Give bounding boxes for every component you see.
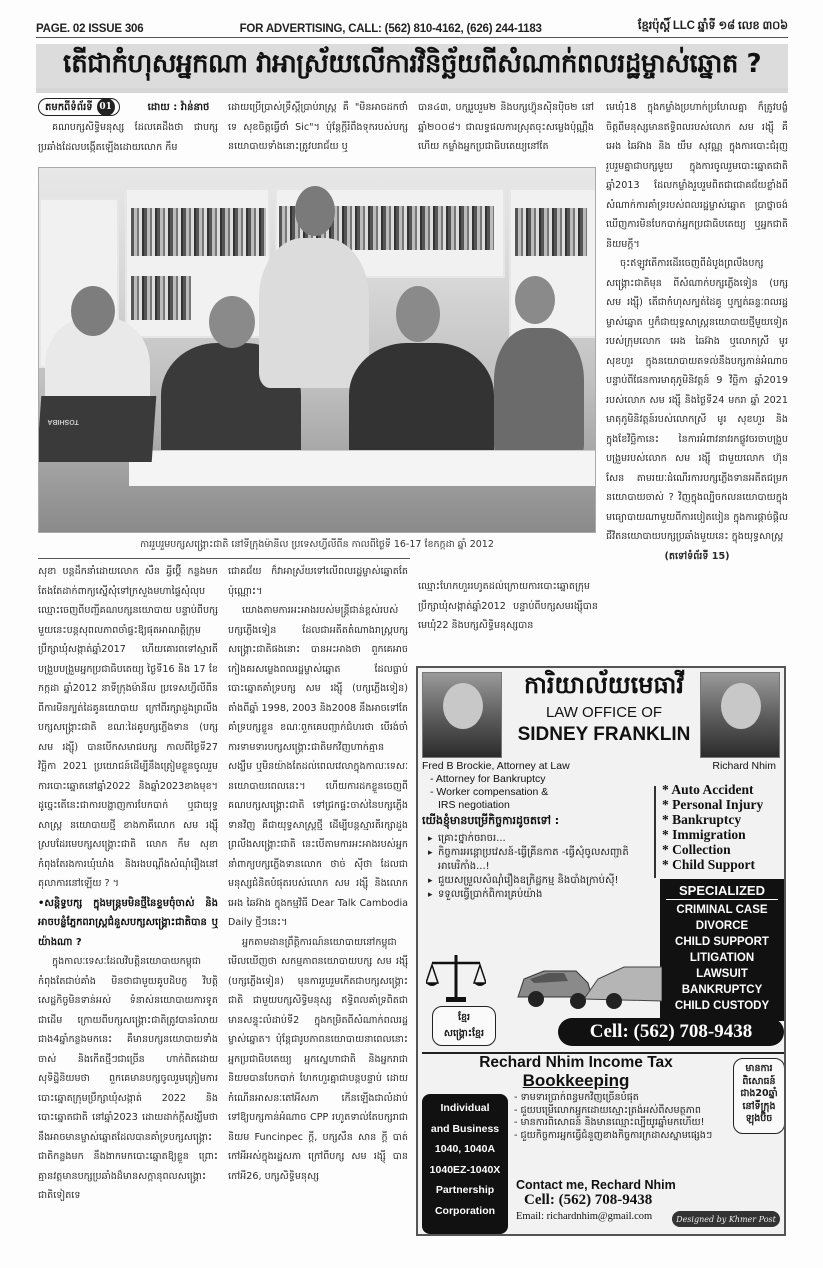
subheading: •សន្តិទ្ធបក្ស ក្នុងមន្ត្រមមិនថ្មីនៃខ្ទមចុំចាស់ និងអាចបន្លំភ្នែកពរាស្ត្រជំនួសបក្សសង្គ្រោះជាតិបាន ឬយ៉ាងណា ? bbox=[38, 897, 218, 948]
person-3 bbox=[259, 238, 369, 388]
law-office-ad bbox=[416, 666, 786, 1236]
face bbox=[443, 683, 483, 729]
practice-area: * Child Support bbox=[662, 857, 756, 872]
tax-subtitle: Bookkeeping bbox=[522, 1071, 630, 1090]
attorney-service: - Worker compensation & bbox=[430, 786, 549, 798]
continued-from-number: 01 bbox=[97, 98, 115, 116]
badge-line: ពិសោធន៍ bbox=[742, 1075, 776, 1087]
attorney-name: Fred B Brockie, Attorney at Law bbox=[422, 760, 570, 772]
partner-name: Richard Nhim bbox=[712, 760, 776, 772]
continued-from-badge bbox=[38, 98, 120, 116]
news-photo bbox=[38, 167, 596, 533]
attorney-service: IRS negotiation bbox=[438, 799, 510, 811]
specialized-title: SPECIALIZED bbox=[666, 883, 778, 900]
tax-benefit: - មានការពិសោធន៍ និងមានឈ្មោះល្បីយូរឆ្នាំមកហើយ! bbox=[514, 1117, 705, 1128]
specialized-item: CHILD CUSTODY bbox=[674, 1000, 770, 1012]
practice-area: * Personal Injury bbox=[662, 797, 764, 812]
specialized-item: LITIGATION bbox=[689, 952, 755, 964]
person-head bbox=[515, 276, 555, 324]
paragraph: ដោយប្រើប្រាស់ទ្រឹស្តីប្រាប់រាស្ត្រ គឺ "មិនអាចដកថាំទេ សុខចិត្តធ្វើថាំ Sic"។ ប៉ុន្តែក្តីរំពឹងទុករបស់បក្សនយោបាយទាំងនោះត្រូវបរាជ័យ ឬ bbox=[228, 102, 408, 152]
paragraph: ក្នុងកាលៈទេសៈដែលវិបត្តិនយោបាយកម្ពុជាកំពុងតែជាប់គាំង មិនថាជាមួយគូបដិបក្ខ វិបត្តិសេដ្ឋកិច្ចមិនទាន់អស់ ទំនាស់នយោបាយការទូតជាដើម ក្រោយពីបក្សសង្គ្រោះជាតិត្រូវបានរំលាយជាង4ឆ្នាំកន្លងមកនេះ គឺមានបក្សនយោបាយទាំងចាស់ និងកើតថ្មីៗជាច្រើន ហាក់ពិតដោយសុទិដ្ឋិនិយមថា ពួកគេមានបក្សចូលរួមត្រៀមការ បោះឆ្នោតក្រុមប្រឹក្សាឃុំសង្កាត់ 2022 និងបោះឆ្នោតជាតិ នៅឆ្នាំ2023 ដោយដាក់ក្តីសង្ឃឹមថា នឹងអាចមានម្ចាស់ឆ្នោតដែលបានគាំទ្របក្សសង្គ្រោះជាតិកន្លងមក នឹងងាកមកបោះឆ្នោតឱ្យខ្លួន ព្រោះគ្មានវត្តមានបក្សប្រឆាំងដ៏មានសក្តានុពលសង្គ្រោះជាតិទៀតទេ bbox=[38, 956, 218, 1201]
paragraph: ជោគជ័យ ក៏វាអាស្រ័យទៅលើពលរដ្ឋម្ចាស់ឆ្នោតតែប៉ុណ្ណោះ។ bbox=[228, 566, 408, 597]
person-head bbox=[396, 286, 440, 342]
page-issue: PAGE. 02 ISSUE 306 bbox=[36, 23, 144, 35]
service-item: ▸ ជួយសម្រួលសំណុំរឿងឧក្រិដ្ឋកម្ម និងបាំងក្រាប់ស៊ី! bbox=[428, 874, 650, 888]
tax-benefits bbox=[514, 1092, 786, 1142]
tax-service: and Business bbox=[430, 1122, 500, 1135]
service-item: ▸ គ្រោះថ្នាក់ចរាចរ... bbox=[428, 832, 650, 846]
badge-line: ឡុងប៊ិច bbox=[745, 1113, 773, 1124]
services-list bbox=[428, 832, 650, 902]
tax-title bbox=[458, 1054, 694, 1090]
practice-area: * Immigration bbox=[662, 827, 746, 842]
scales-of-justice-icon bbox=[426, 953, 486, 1003]
service-item: ▸ ទទួលធ្វើប្រាក់ពិការគ្រប់យ៉ាង bbox=[428, 888, 650, 902]
books bbox=[515, 208, 587, 256]
advertising-contact: FOR ADVERTISING, CALL: (562) 810-4162, (626) 244-1183 bbox=[239, 23, 542, 35]
headline: តើជាកំហុសអ្នកណា វាអាស្រ័យលើការវិនិច្ឆ័យពីសំណាក់ពលរដ្ឋម្ចាស់ឆ្នោត ? bbox=[36, 44, 788, 88]
practice-area: * Auto Accident bbox=[662, 782, 754, 797]
partner-photo bbox=[700, 672, 780, 758]
caption-rule bbox=[38, 558, 410, 559]
person-head bbox=[71, 286, 115, 336]
person-head bbox=[295, 186, 335, 236]
paragraph: មេឃុំ18 ក្នុងកម្លាំងប្រហាក់ប្រហែលគ្នា ក៏ត្រូវបង្ខំចិត្តពីមនុស្សមានឥទ្ធិពលរបស់លោក សម រង្ស៊ី គឺ អេង ឆៃអ៊ាង និង យឹម សុវណ្ណ ក្នុងការបោះជំរុញរួបរួមគ្នាជាបក្សមួយ ក្នុងការចូលរួមបោះឆ្នោតជាតិឆ្នាំ2013 ដែលកម្លាំងរួបរួមពិតជាជោគជ័យខ្លាំងពីសំណាក់ការគាំទ្ររបស់ពលរដ្ឋម្ចាស់ឆ្នោត ប្រាថ្នាចង់ឃើញការមិនបែកបាក់អ្នកប្រជាធិបតេយ្យ ឬអ្នកជាតិនិយមក្តី។ bbox=[606, 102, 788, 250]
paragraph: សុខា បន្តដឹកនាំដោយលោក សឺន ឆ្វីប៊ើ្គ កន្លងមកតែងតែដាក់ពាក្យស្នើសុំទៅក្រសួងមហាផ្ទៃសុំលុបឈ្មោះចេញពីបញ្ជីគណបក្សនយោបាយ បន្ទាប់ពីបក្សមួយនេះបន្តសុពលភាពចាំផ្ទះឱ្យផុតអាណត្តិក្រុមប្រឹក្សាឃុំសង្កាត់ឆ្នាំ2017 ហើយគោរពទៅស្មារតីបង្រួបបង្រួមអ្នកប្រជាធិបតេយ្យ ថ្ងៃទី16 និង 17 ខែកក្កដា ឆ្នាំ2012 នាទីក្រុងម៉ានីល ប្រទេសហ្វីលីពីន ពីការមិនក្បត់ដៃគូនយោបាយ ក្រៅពីរក្សាដួងព្រលឹងបក្សសង្គ្រោះជាតិ ខណៈដៃគូបក្សភ្លើងទាន (បក្ស សម រង្ស៊ី) បានបើកសមាជបក្ស កាលពីថ្ងៃទី27 វិច្ឆិកា 2021 ប្រយោជន៍ដើម្បីនឹងត្រៀមខ្លួនចូលរួមការបោះឆ្នោតនៅឆ្នាំ2022 និងឆ្នាំ2023ខាងមុខ។ ដូច្នេះតើនេះជាការបង្ហាញការបែកបាក់ ឬជាយុទ្ធសាស្ត្រ នយោបាយថ្មី ខាងភាគីលោក សម រង្ស៊ី ស្របដែរមេបក្សសង្គ្រោះជាតិ លោក កឹម សុខា កំពុងតែរងការឃុំឃាំង និងរងបណ្តឹងសំណុំរឿងនៅតុលាការនៅឡើយ ? ។ bbox=[38, 566, 218, 889]
photo-caption: ការរួបរួមបក្សសង្គ្រោះជាតិ នៅទីក្រុងម៉ានីល ប្រទេសហ្វីលីពីន កាលពីថ្ងៃទី 16-17 ខែកក្កដា ឆ្នាំ 2012 bbox=[140, 539, 494, 550]
article-col-b bbox=[228, 562, 408, 1262]
specialized-item: CRIMINAL CASE bbox=[676, 904, 768, 916]
continued-on-label: (តទៅទំព័រទី 15) bbox=[664, 550, 730, 562]
specialized-item: LAWSUIT bbox=[696, 968, 748, 980]
firm-name: SIDNEY FRANKLIN bbox=[517, 724, 691, 745]
paragraph: គណបក្សសិទ្ធិមនុស្ស ដែលគេដឹងថា ជាបក្សប្រឆាំងដែលបង្កើតឡើងដោយលោក កឹម bbox=[38, 122, 218, 153]
attorney-info bbox=[422, 760, 570, 812]
khmer-help-badge bbox=[432, 1006, 496, 1046]
tax-benefit: - ជួយបម្រើលោកអ្នកដោយស្មោះត្រង់អស់ពីសមត្ថភាព bbox=[514, 1104, 701, 1116]
attorney-photo bbox=[422, 672, 502, 758]
paragraph: យោងតាមការអះអាងរបស់មន្ត្រីជាន់ខ្ពស់របស់បក្សភ្លើងទៀន ដែលជាអតីតតំណាងរាស្ត្របក្សសង្គ្រោះជាតិផងនោះ បានអះអាងថា ពួកគេអាចកៀងគរសម្លេងពលរដ្ឋម្ចាស់ឆ្នោត ដែលធ្លាប់បោះឆ្នោតគាំទ្របក្ស សម រង្ស៊ី (បក្សភ្លើងទៀន) តាំងពីឆ្នាំ 1998, 2003 និង2008 នឹងអាចទៅតែគាំទ្របក្សខ្លួន ខណៈពួកគេបញ្ជាក់ជំហរថា បើរង់ចាំការទាមទារបក្សសង្គ្រោះជាតិមកវិញហាក់គ្មានសង្ឃឹម ឬមិនយ៉ាងតែដល់ពេលវេលាក្នុងកាលៈទេសៈនយោបាយពេលនេះ។ ហើយការដកខ្លួនចេញពីគណបក្សសង្គ្រោះជាតិ ទៅជ្រកផ្ទះចាស់នៃបក្សភ្លើងទានវិញ គឺជាយុទ្ធសាស្ត្រថ្មី ដើម្បីបន្តស្មារតីរក្សាដួងព្រលឹងសង្គ្រោះជាតិ នេះបើតាមការអះអាងរបស់អ្នកនាំពាក្យបក្សភ្លើងទានលោក ថាច់ ស៊ីថា ដែលជាមនុស្សជំនិតបំផុតរបស់លោក សម រង្ស៊ី និងលោក អេង ឆៃអ៊ាង ក្នុងកម្មវិធី Dear Talk Cambodia Daily ថ្មីៗនេះ។ bbox=[228, 605, 408, 928]
person-head bbox=[209, 296, 255, 348]
car-crash-image bbox=[514, 953, 662, 1013]
masthead bbox=[36, 22, 788, 38]
tax-service: 1040EZ-1040X bbox=[429, 1163, 501, 1176]
headline-divider bbox=[36, 88, 788, 93]
service-item: ▸ កិច្ចការអន្តោប្រវេសន៍-ធ្វើគ្រីនកាត -ធ្វើសុំចូលសញ្ជាតិអាមេរិកាំង...! bbox=[428, 846, 650, 874]
cell-phone[interactable]: Cell: (562) 708-9438 bbox=[558, 1018, 784, 1046]
article-col-a bbox=[38, 562, 218, 1262]
laptop bbox=[38, 396, 156, 462]
tax-service: Individual bbox=[440, 1102, 490, 1114]
byline bbox=[38, 97, 209, 117]
tax-contact: Contact me, Rechard Nhim bbox=[516, 1178, 676, 1192]
article-col4 bbox=[606, 98, 788, 644]
article-col-c bbox=[418, 577, 598, 639]
publication-name: ខ្មែរប៉ុស្តិ៍ LLC ឆ្នាំទី ១៨ លេខ ៣០៦ bbox=[637, 20, 788, 32]
specialized-item: BANKRUPTCY bbox=[681, 984, 763, 996]
paragraph: ឈ្មោះហែកហួររហូតដល់ក្រោយការបោះឆ្នោតក្រុមប្រឹក្សាឃុំសង្កាត់ឆ្នាំ2012 បន្ទាប់ពីបក្សសមរង្ស៊ីបានមេឃុំ22 និងបក្សសិទ្ធិមនុស្សបាន bbox=[418, 581, 598, 631]
article-col1-top bbox=[38, 118, 218, 160]
face bbox=[721, 683, 761, 729]
laptop-brand: TOSHIBA bbox=[47, 418, 80, 425]
specialized-box bbox=[660, 879, 784, 1021]
badge-line: ខ្មែរ bbox=[457, 1012, 471, 1023]
paragraph: បាន៤៣, បក្សរួបរួម២ និងបក្សហ៊្វុនស៊ិនប៉ិច២ នៅឆ្នាំ២០០៨។ ជាលទ្ធផលការស្រុតចុះសម្លេងប៉ុណ្ណឹងហើយ កម្លាំងអ្នកប្រជាធិបតេយ្យនៅតែ bbox=[418, 102, 594, 152]
tax-service: Corporation bbox=[434, 1204, 496, 1217]
tax-services-box bbox=[422, 1094, 508, 1234]
books bbox=[131, 208, 266, 256]
law-office-of: LAW OFFICE OF bbox=[545, 704, 663, 721]
continued-from-label: តមកពីទំព័រទី bbox=[45, 101, 93, 113]
ad-khmer-title: ការិយាល័យមេធាវី bbox=[524, 671, 684, 699]
tax-title-line: Rechard Nhim Income Tax bbox=[479, 1054, 673, 1071]
tax-benefit: - ទាមទារប្រាក់ពន្ធមកវិញច្រើនបំផុត bbox=[514, 1092, 639, 1103]
badge-line: ជាង20ឆ្នាំ bbox=[740, 1088, 778, 1099]
designed-by-badge: Designed by Khmer Post bbox=[672, 1211, 780, 1227]
tax-service: Partnership bbox=[435, 1184, 495, 1196]
books bbox=[131, 276, 191, 320]
services-title: យើងខ្ញុំមានបម្រើកិច្ចការដូចតទៅ : bbox=[422, 814, 560, 827]
tax-service: 1040, 1040A bbox=[434, 1143, 496, 1155]
practice-area: * Bankruptcy bbox=[662, 812, 742, 827]
author: ដោយ : វ៉ាន់នាថ bbox=[147, 101, 210, 113]
vertical-rule bbox=[654, 786, 656, 878]
article-col2-top bbox=[228, 98, 408, 160]
badge-line: មានការ bbox=[745, 1063, 773, 1074]
specialized-item: DIVORCE bbox=[695, 920, 749, 932]
person-5 bbox=[494, 328, 584, 458]
badge-line: នៅទីក្រុង bbox=[742, 1100, 776, 1112]
badge-line: សង្គ្រោះខ្មែរ bbox=[443, 1028, 485, 1039]
article-col3-top bbox=[418, 98, 594, 160]
tax-benefit: - ជួយកិច្ចការអ្នកធ្វើជំនួញខាងកិច្ចការក្រដាសស្នាមផ្សេងៗ bbox=[514, 1129, 713, 1141]
tax-cell-phone[interactable]: Cell: (562) 708-9438 bbox=[524, 1192, 653, 1208]
attorney-service: - Attorney for Bankruptcy bbox=[430, 773, 546, 785]
paragraph: អ្នកតាមដានព្រឹត្តិការណ៍នយោបាយនៅកម្ពុជា មើលឃើញថា សកម្មភាពនយោបាយបក្ស សម រង្ស៊ី (បក្សភ្លើងទៀន) មុនការរួបរួមកើតជាបក្សសង្គ្រោះជាតិ ជាមួយបក្សសិទ្ធិមនុស្ស ឥទ្ធិពលគាំទ្រពិតជាមានសន្ទុះលំដាប់ទី2 ក្នុងកម្រិតពីសំណាក់ពលរដ្ឋម្ចាស់ឆ្នោត។ ប៉ុន្តែជារូបភាពនយោបាយនាពេលនោះ អ្នកប្រជាធិបតេយ្យ អ្នកស្នេហាជាតិ និងអ្នករាជានិយមបានបែកបាក់ ហែកហួរគ្នាជាបន្តបន្ទាប់ ដោយកំណើនអាសនៈតៅអីសភា កើនឡើងជាលំដាប់ទៅឱ្យបក្សកាន់អំណាច CPP រហូតទាល់តែបក្សរាជានិយម Funcinpec ក្តី, បក្សសឺន សាន ក្តី បាត់កៅអីអស់ក្នុងរដ្ឋសភា ក្រៅពីបក្ស សម រង្ស៊ី បានកៅអី26, បក្សសិទ្ធិមនុស្ស bbox=[228, 936, 408, 1182]
table bbox=[129, 450, 596, 486]
practice-area: * Collection bbox=[662, 842, 731, 857]
specialized-item: CHILD SUPPORT bbox=[675, 936, 769, 948]
practice-areas bbox=[662, 782, 763, 872]
tax-email[interactable]: Email: richardnhim@gmail.com bbox=[516, 1211, 653, 1222]
paragraph: ចុះឥឡូវតើការដើរចេញពីដំបូងព្រលឹងបក្សសង្គ្រោះជាតិមុន ពីសំណាក់បក្សភ្លើងទៀន (បក្ស សម រង្ស៊ី) តើជាកំហុសក្បត់ដៃគូ ឬក្បត់ឆន្ទៈពលរដ្ឋម្ចាស់ឆ្នោត ឬក៏ជាយុទ្ធសាស្ត្រនយោបាយថ្មីមួយទៀតរបស់ក្រុមលោក អេង ឆៃអ៊ាង ឬលោកស្រី មូរ សុខហួរ ក្នុងនយោបាយតទល់នឹងបក្សកាន់អំណាច បន្ទាប់ពីផែនការមាតុភូមិនិវត្តន៍ 9 វិច្ឆិកា ឆ្នាំ2019 របស់លោក សម រង្ស៊ី និងថ្ងៃទី24 មករា ឆ្នាំ 2021 មាតុភូមិនិវត្តន៍របស់លោកស្រី មូរ សុខហួរ និងក្នុងខែវិច្ឆិកានេះ នៃការអំពាវនាវរកផ្លូវចរចាបង្រួបបង្រួមរបស់លោក សម រង្ស៊ី ជាមួយលោក ហ៊ុន សែន តាមរយៈដំណើរការបក្សភ្លើងទានអតីតជម្រកនយោបាយចាស់ ? វិញក្នុងល្បិចកលនយោបាយក្នុងមធ្យោបាយណាមួយពីការបៀតបៀន ក្នុងការផ្តាច់ផ្តិលជីវិតនយោបាយបក្សប្រឆាំងមួយនេះ ក្នុងយុទ្ធសាស្ត្រ bbox=[606, 258, 788, 542]
